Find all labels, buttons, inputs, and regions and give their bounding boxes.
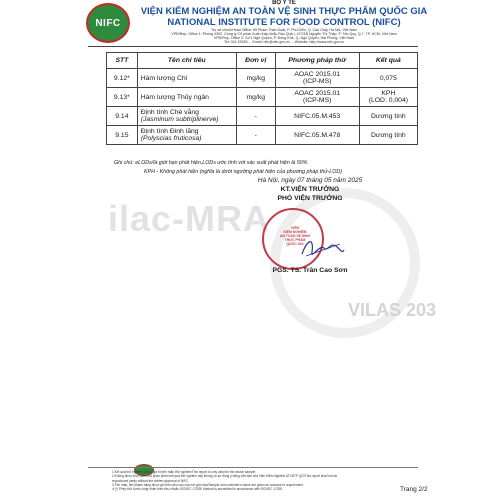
row-method-line1: AOAC 2015.01 [294,71,341,78]
note-lod: Ghi chú: eLODs/là giới hạn phát hiện,LODs ước tính với xác suất phát hiện là 50% [114,160,308,166]
footer-notes [112,470,412,491]
table-row [107,69,418,88]
table-row [107,107,418,126]
row-method [275,88,359,107]
row-method-line2: (ICP-MS) [303,78,332,85]
footer-note-line: 2.Không được trích dẫn một phần phiếu kết quả thử nghiệm này không có sự đồng ý bằng văn bản của Viện Kiểm Nghiệm ATVSTP QG/This report shall not be [112,474,338,479]
row-method-line1: AOAC 2015.01 [294,90,341,97]
row-result [359,88,417,107]
stamp-line: VIỆN [291,226,299,230]
row-name-text: Hàm lượng Thủy ngân [140,93,209,101]
page-number: Trang 2/2 [400,486,428,493]
row-unit: mg/kg [236,88,275,107]
table-row [107,88,418,107]
row-result-line2: (LOD: 0,004) [368,97,409,104]
row-name [137,88,236,107]
row-result-line1: KPH [381,90,396,97]
nifc-logo-icon: NIFC [86,3,130,43]
footer-note-line: reproduced partly without the written approval of NIFC [112,478,189,483]
row-method: NIFC.05.M.478 [275,126,359,145]
row-name [137,69,236,88]
col-header-method: Phương pháp thử [275,53,359,69]
row-name [137,126,236,145]
col-header-stt: STT [107,53,138,69]
row-result: 0,075 [359,69,417,88]
note-kph: KPH - Không phát hiện (nghĩa là dưới ngưỡng phát hiện của phương pháp thử-LOD) [144,169,342,175]
vilas-watermark: VILAS 203 [348,300,437,320]
address-line: Trụ sở chính/Head Office: 65 Phạm Thận Duật, P. Phú Diễn, Q. Cầu Giấy, Hà Nội, Việt Nam [210,28,358,32]
row-result: Dương tính [359,126,417,145]
row-latin-name: (Polyscias fruticosa) [140,135,202,142]
row-name-text: Định tính Đinh lăng [140,128,199,135]
issue-date: Hà Nội, ngày 07 tháng 05 năm 2025 [257,177,363,184]
institute-name-en: NATIONAL INSTITUTE FOR FOOD CONTROL (NIFC) [167,17,401,28]
table-header-row [107,53,418,69]
ilac-watermark: ilac-MRA [108,198,271,239]
footer-note-line: 3.Tên mẫu, tên khách hàng được ghi theo yêu cầu của nơi gửi mẫu/Sample and customer's name are given as customer's requirement [112,482,303,487]
row-method [275,69,359,88]
footer-note-line: 1.Kết quả thử nghiệm chỉ có giá trị trên mẫu thử nghiệm/This report is only valid for the above sample [112,470,256,474]
row-name-text: Định tính Chè vằng [140,109,199,116]
col-header-unit: Đơn vị [236,53,275,69]
results-table [106,52,418,145]
col-header-result: Kết quả [359,53,417,69]
address-line: VPĐ/Rep. Office 1: Phòng 4302, Công ty Cổ phần Xuất nhập khẩu Rau Quả I, 47/21B Nguyễn Thị Thập, P. Tân Quy, Q.7, TP. HCM, Việt Nam [171,32,397,36]
row-result: Dương tính [359,107,417,126]
row-unit: - [236,107,275,126]
row-unit: mg/kg [236,69,275,88]
row-unit: - [236,126,275,145]
row-name-text: Hàm lượng Chì [140,74,188,82]
institute-name-vn: VIỆN KIỂM NGHIỆM AN TOÀN VỆ SINH THỰC PHẨM QUỐC GIA [140,6,428,17]
header-divider [88,46,418,47]
footer-divider [88,467,418,468]
table-row [107,126,418,145]
row-stt: 9.14 [107,107,138,126]
row-method-line2: (ICP-MS) [303,97,332,104]
stamp-line: KIỂM NGHIỆM [283,230,307,234]
signer-position-2: PHÓ VIỆN TRƯỞNG [277,195,343,202]
handwritten-signature-icon [300,234,346,262]
stamp-line: QUỐC GIA [286,242,304,246]
col-header-name: Tên chỉ tiêu [137,53,236,69]
row-stt: 9.13* [107,88,138,107]
stamp-line: AN TOÀN VỆ SINH [280,234,310,238]
signer-name: PGS. TS. Trần Cao Sơn [272,267,348,274]
signer-position-1: KT.VIỆN TRƯỞNG [280,186,340,193]
footer-note-line: 4.(*) Phép thử được công nhận theo tiêu chuẩn ISO/IEC 17025/ Method is accredited in accordance with ISO/IEC 17025 [112,487,283,492]
row-stt: 9.15 [107,126,138,145]
ministry-name: BỘ Y TẾ [272,0,296,6]
row-name [137,107,236,126]
address-line: Tel: 024 33935 ... Email: nifc@nifc.gov.vn ... Website: http://www.nifc.gov.vn [223,40,345,44]
row-stt: 9.12* [107,69,138,88]
row-method: NIFC.05.M.453 [275,107,359,126]
row-latin-name: (Jasminum subtriplinerve) [140,116,219,123]
address-line: VPĐ/Rep. Office 2: Số 1 Ngõ Quyền, P. Đông Khê, Q. Ngô Quyền, Hải Phòng, Việt Nam [213,36,355,40]
stamp-line: THỰC PHẨM [284,238,306,242]
